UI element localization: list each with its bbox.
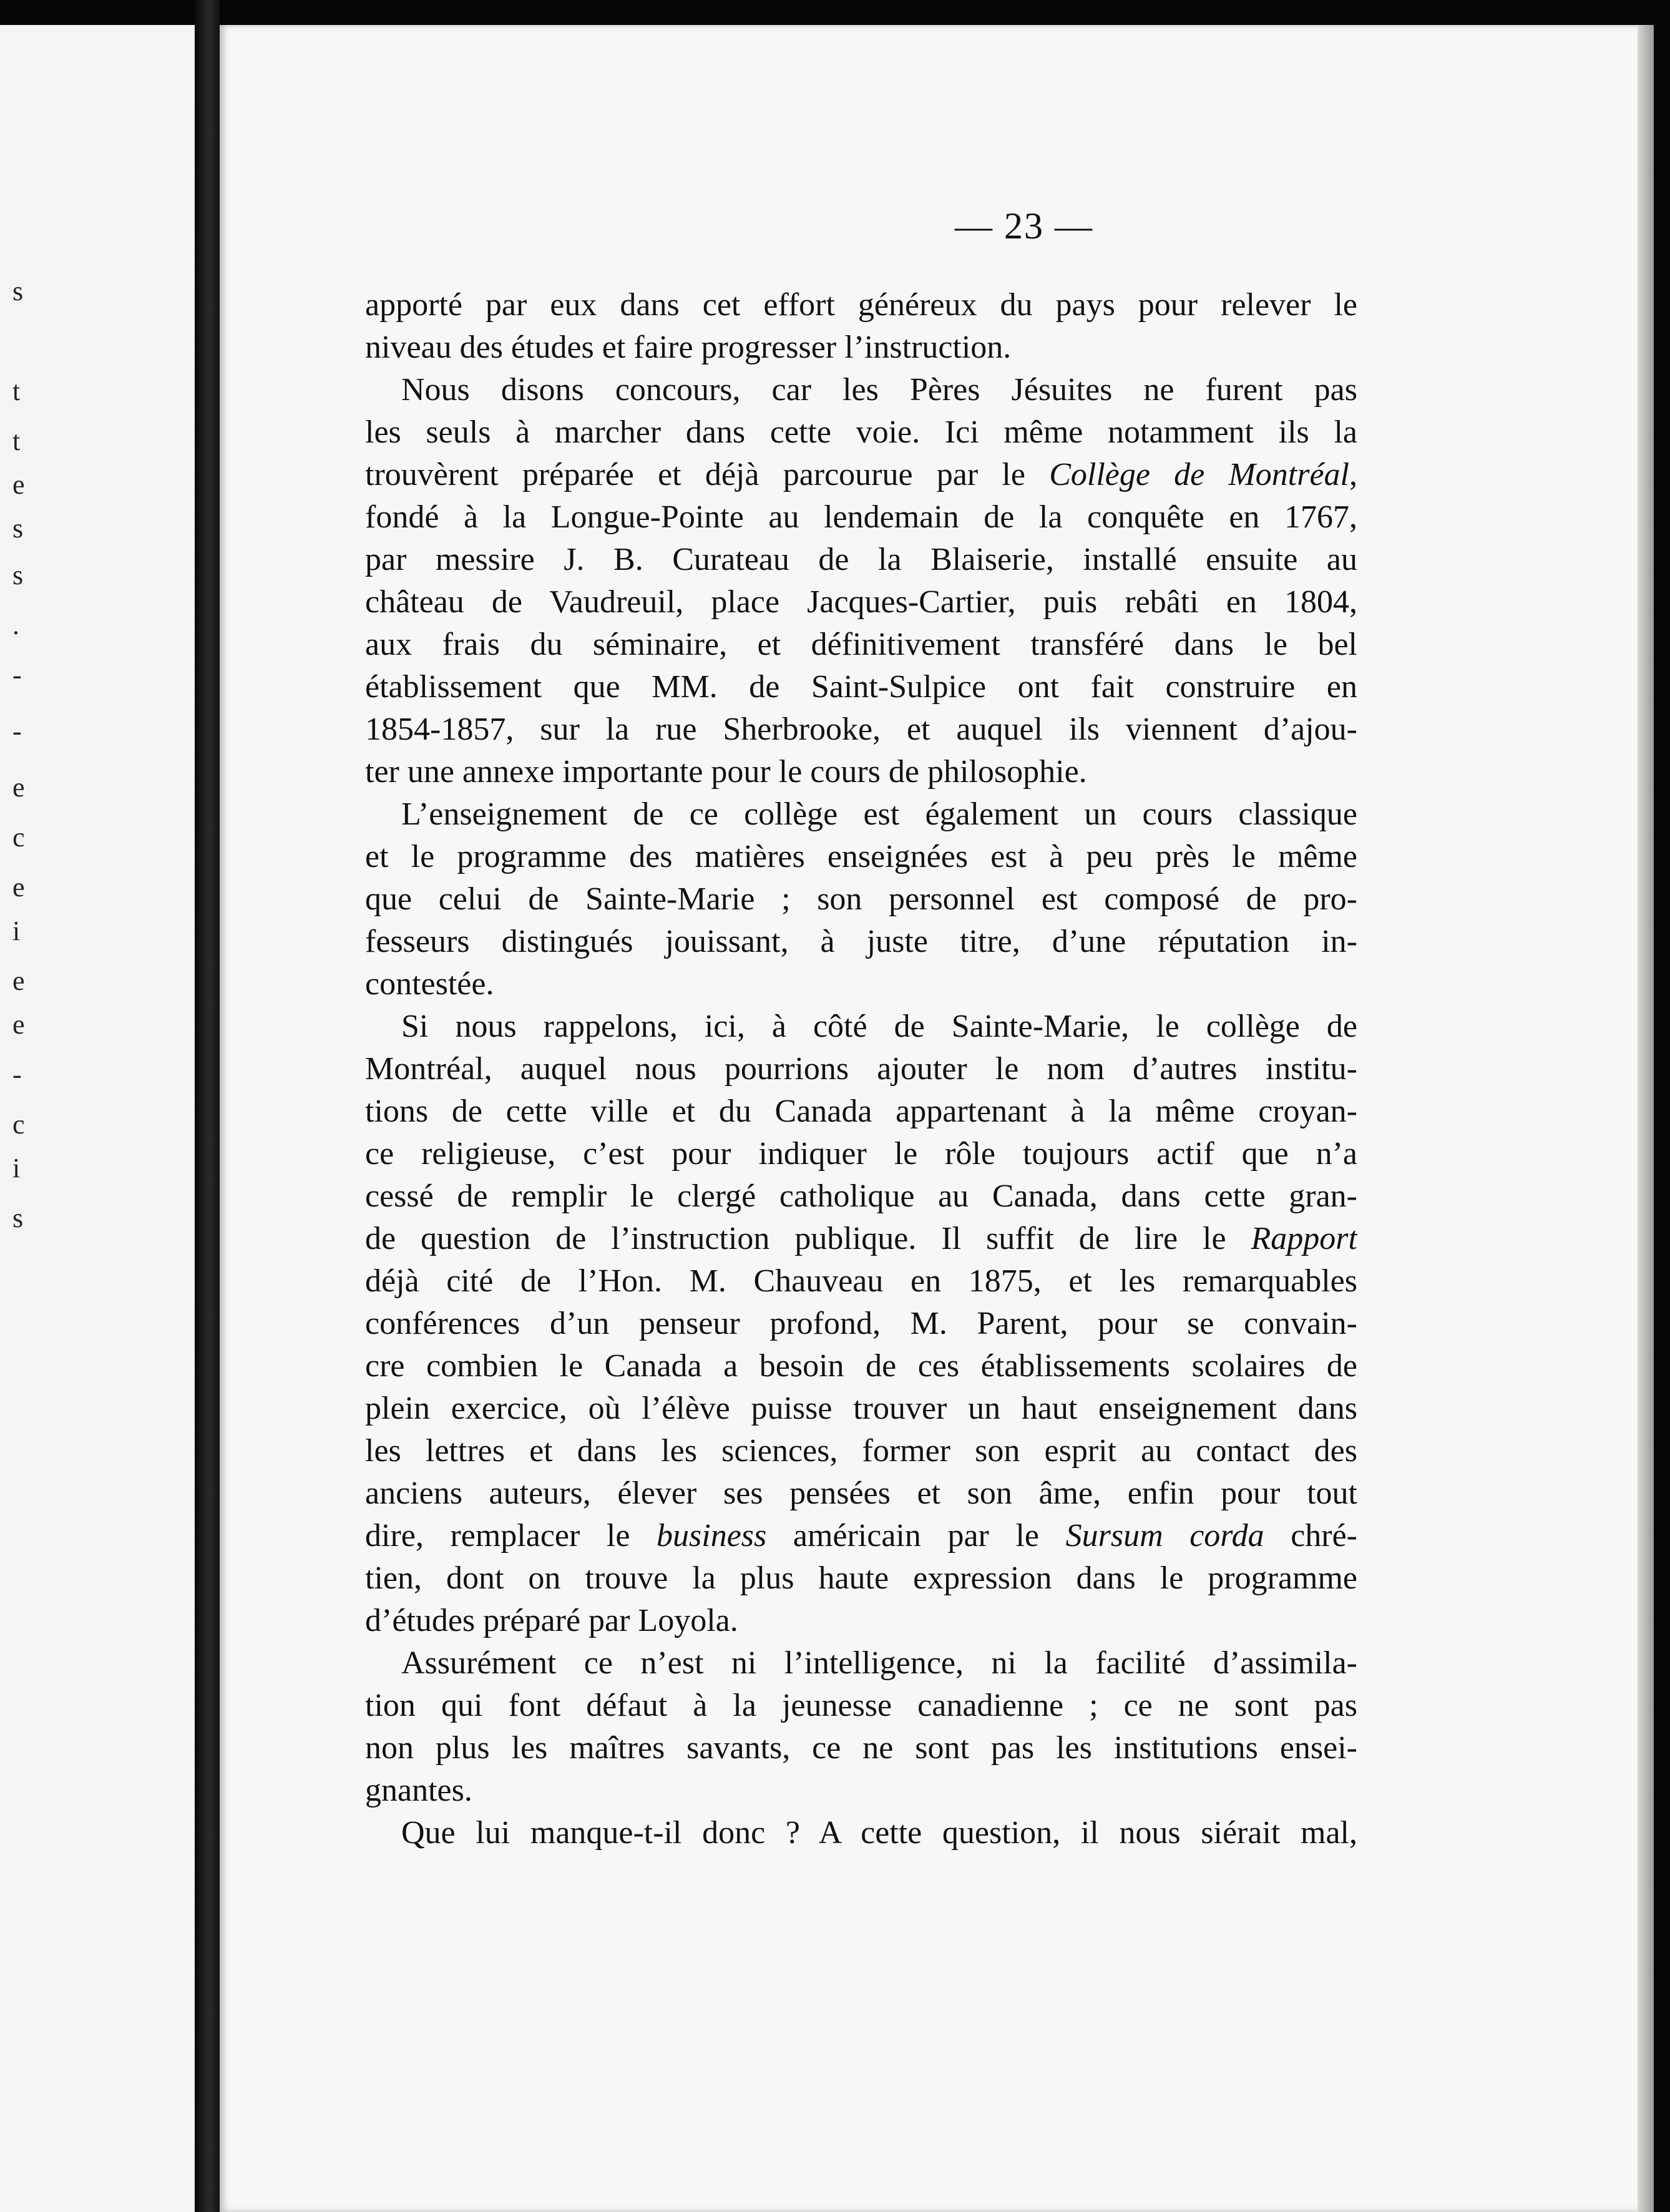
text-line: tions de cette ville et du Canada appartenant à la même croyan-: [365, 1094, 1357, 1129]
text-line: établissement que MM. de Saint-Sulpice ont fait construire en: [365, 669, 1357, 705]
text-line: ce religieuse, c’est pour indiquer le rôle toujours actif que n’a: [365, 1136, 1357, 1172]
text-line: déjà cité de l’Hon. M. Chauveau en 1875, et les remarquables: [365, 1263, 1357, 1299]
text-line: [365, 1515, 1357, 1557]
text-line: Si nous rappelons, ici, à côté de Sainte-Marie, le collège de: [401, 1009, 1357, 1044]
text-line: non plus les maîtres savants, ce ne sont pas les institutions ensei-: [365, 1730, 1357, 1766]
facing-page-letter: e: [12, 872, 25, 903]
italic-text: Collège de Montréal: [1049, 457, 1349, 492]
facing-page-letter: e: [12, 966, 25, 996]
text-line: conférences d’un penseur profond, M. Parent, pour se convain-: [365, 1306, 1357, 1341]
text-line: ter une annexe importante pour le cours de philosophie.: [365, 754, 1087, 790]
text-line: L’enseignement de ce collège est également un cours classique: [401, 796, 1357, 832]
text-run: ,: [1349, 457, 1357, 492]
text-line: d’études préparé par Loyola.: [365, 1603, 738, 1638]
page-number: — 23 —: [955, 205, 1093, 247]
text-line: Montréal, auquel nous pourrions ajouter le nom d’autres institu-: [365, 1051, 1357, 1087]
facing-page-letter: c: [12, 822, 25, 853]
italic-text: Rapport: [1251, 1221, 1357, 1256]
text-line: château de Vaudreuil, place Jacques-Cartier, puis rebâti en 1804,: [365, 584, 1357, 620]
italic-text: Sursum corda: [1065, 1518, 1264, 1554]
text-line: par messire J. B. Curateau de la Blaiserie, installé ensuite au: [365, 542, 1357, 577]
page-edge: [1638, 25, 1654, 2212]
text-line: gnantes.: [365, 1773, 472, 1808]
facing-page-letter: i: [12, 916, 21, 946]
text-line: fondé à la Longue-Pointe au lendemain de la conquête en 1767,: [365, 499, 1357, 535]
facing-page-letter: s: [12, 513, 24, 544]
text-line: plein exercice, où l’élève puisse trouver un haut enseignement dans: [365, 1391, 1357, 1426]
facing-page-letter: -: [12, 716, 22, 746]
facing-page-letter: -: [12, 660, 22, 690]
text-line: Nous disons concours, car les Pères Jésuites ne furent pas: [401, 372, 1357, 408]
text-run: de question de l’instruction publique. Il suffit de lire le: [365, 1221, 1251, 1256]
text-line: les lettres et dans les sciences, former son esprit au contact des: [365, 1433, 1357, 1469]
text-line: Assurément ce n’est ni l’intelligence, ni la facilité d’assimila-: [401, 1645, 1357, 1681]
text-line: cessé de remplir le clergé catholique au Canada, dans cette gran-: [365, 1178, 1357, 1214]
facing-page-letter: -: [12, 1059, 22, 1090]
text-line: niveau des études et faire progresser l’instruction.: [365, 330, 1012, 365]
facing-page-letter: s: [12, 1203, 24, 1233]
text-line: et le programme des matières enseignées est à peu près le même: [365, 839, 1357, 874]
facing-page-letter: i: [12, 1153, 21, 1183]
facing-page-letter: c: [12, 1109, 25, 1140]
text-line: contestée.: [365, 966, 494, 1002]
text-line: aux frais du séminaire, et définitivement transféré dans le bel: [365, 627, 1357, 662]
facing-page: [0, 25, 201, 2212]
facing-page-letter: .: [12, 610, 19, 640]
facing-page-letter: e: [12, 772, 25, 803]
text-line: [365, 1218, 1357, 1260]
text-line: anciens auteurs, élever ses pensées et son âme, enfin pour tout: [365, 1475, 1357, 1511]
facing-page-letter: s: [12, 560, 24, 590]
facing-page-letter: e: [12, 1009, 25, 1040]
facing-page-letter: s: [12, 276, 24, 306]
text-line: 1854-1857, sur la rue Sherbrooke, et auquel ils viennent d’ajou-: [365, 712, 1357, 747]
text-line: fesseurs distingués jouissant, à juste titre, d’une réputation in-: [365, 924, 1357, 959]
text-run: chré-: [1264, 1518, 1357, 1554]
body-text: [365, 284, 1357, 1854]
text-line: que celui de Sainte-Marie ; son personnel est composé de pro-: [365, 881, 1357, 917]
text-run: trouvèrent préparée et déjà parcourue par le: [365, 457, 1050, 492]
italic-text: business: [657, 1518, 767, 1554]
text-line: tion qui font défaut à la jeunesse canadienne ; ce ne sont pas: [365, 1688, 1357, 1723]
text-run: américain par le: [766, 1518, 1066, 1554]
page: [220, 25, 1654, 2212]
text-line: tien, dont on trouve la plus haute expression dans le programme: [365, 1560, 1357, 1596]
text-line: cre combien le Canada a besoin de ces établissements scolaires de: [365, 1348, 1357, 1384]
facing-page-letter: t: [12, 426, 21, 456]
facing-page-letter: t: [12, 376, 21, 406]
text-line: Que lui manque-t-il donc ? A cette question, il nous siérait mal,: [401, 1815, 1357, 1851]
text-line: [365, 454, 1357, 496]
text-line: apporté par eux dans cet effort généreux du pays pour relever le: [365, 287, 1357, 323]
text-line: les seuls à marcher dans cette voie. Ici même notamment ils la: [365, 414, 1357, 450]
facing-page-letter: e: [12, 469, 25, 500]
book-gutter: [195, 0, 220, 2212]
text-run: dire, remplacer le: [365, 1518, 657, 1554]
